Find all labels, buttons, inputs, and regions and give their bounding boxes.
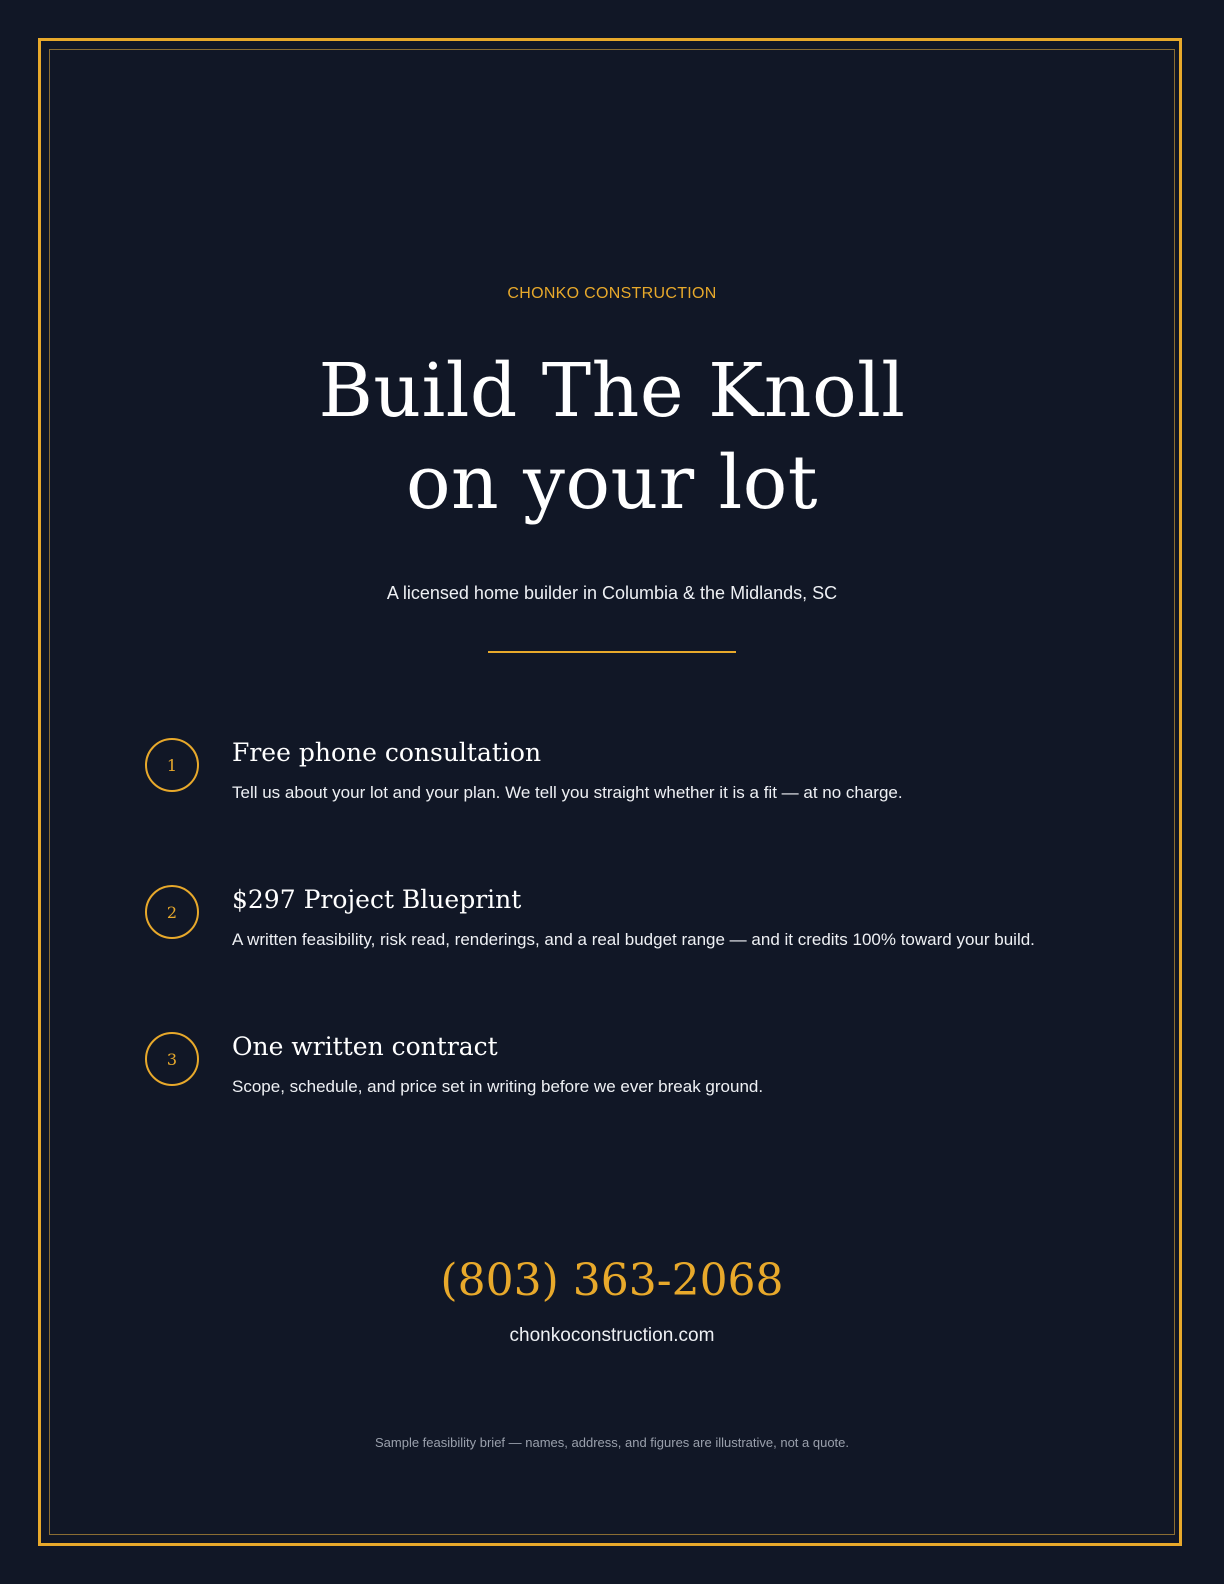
headline-line-1: Build The Knoll: [318, 348, 906, 434]
phone-number[interactable]: (803) 363-2068: [440, 1255, 784, 1306]
disclaimer-text: Sample feasibility brief — names, address, and figures are illustrative, not a quote.: [374, 1435, 850, 1450]
step-title: Free phone consultation: [232, 738, 542, 767]
step-number-badge: 2: [145, 885, 199, 939]
gold-divider: [488, 651, 736, 653]
headline-line-2: on your lot: [405, 440, 819, 526]
step-description: A written feasibility, risk read, renderings, and a real budget range — and it credits 100% toward your build.: [232, 930, 1035, 949]
step-description: Scope, schedule, and price set in writing before we ever break ground.: [232, 1077, 764, 1096]
brand-eyebrow: CHONKO CONSTRUCTION: [507, 285, 717, 302]
subheadline: A licensed home builder in Columbia & the Midlands, SC: [386, 583, 838, 603]
step-number-badge: 1: [145, 738, 199, 792]
step-number-badge: 3: [145, 1032, 199, 1086]
step-title: One written contract: [232, 1032, 498, 1061]
step-description: Tell us about your lot and your plan. We tell you straight whether it is a fit — at no charge.: [232, 783, 903, 802]
step-title: $297 Project Blueprint: [232, 885, 522, 914]
headline: [0, 345, 1224, 529]
website-link[interactable]: chonkoconstruction.com: [509, 1325, 715, 1346]
